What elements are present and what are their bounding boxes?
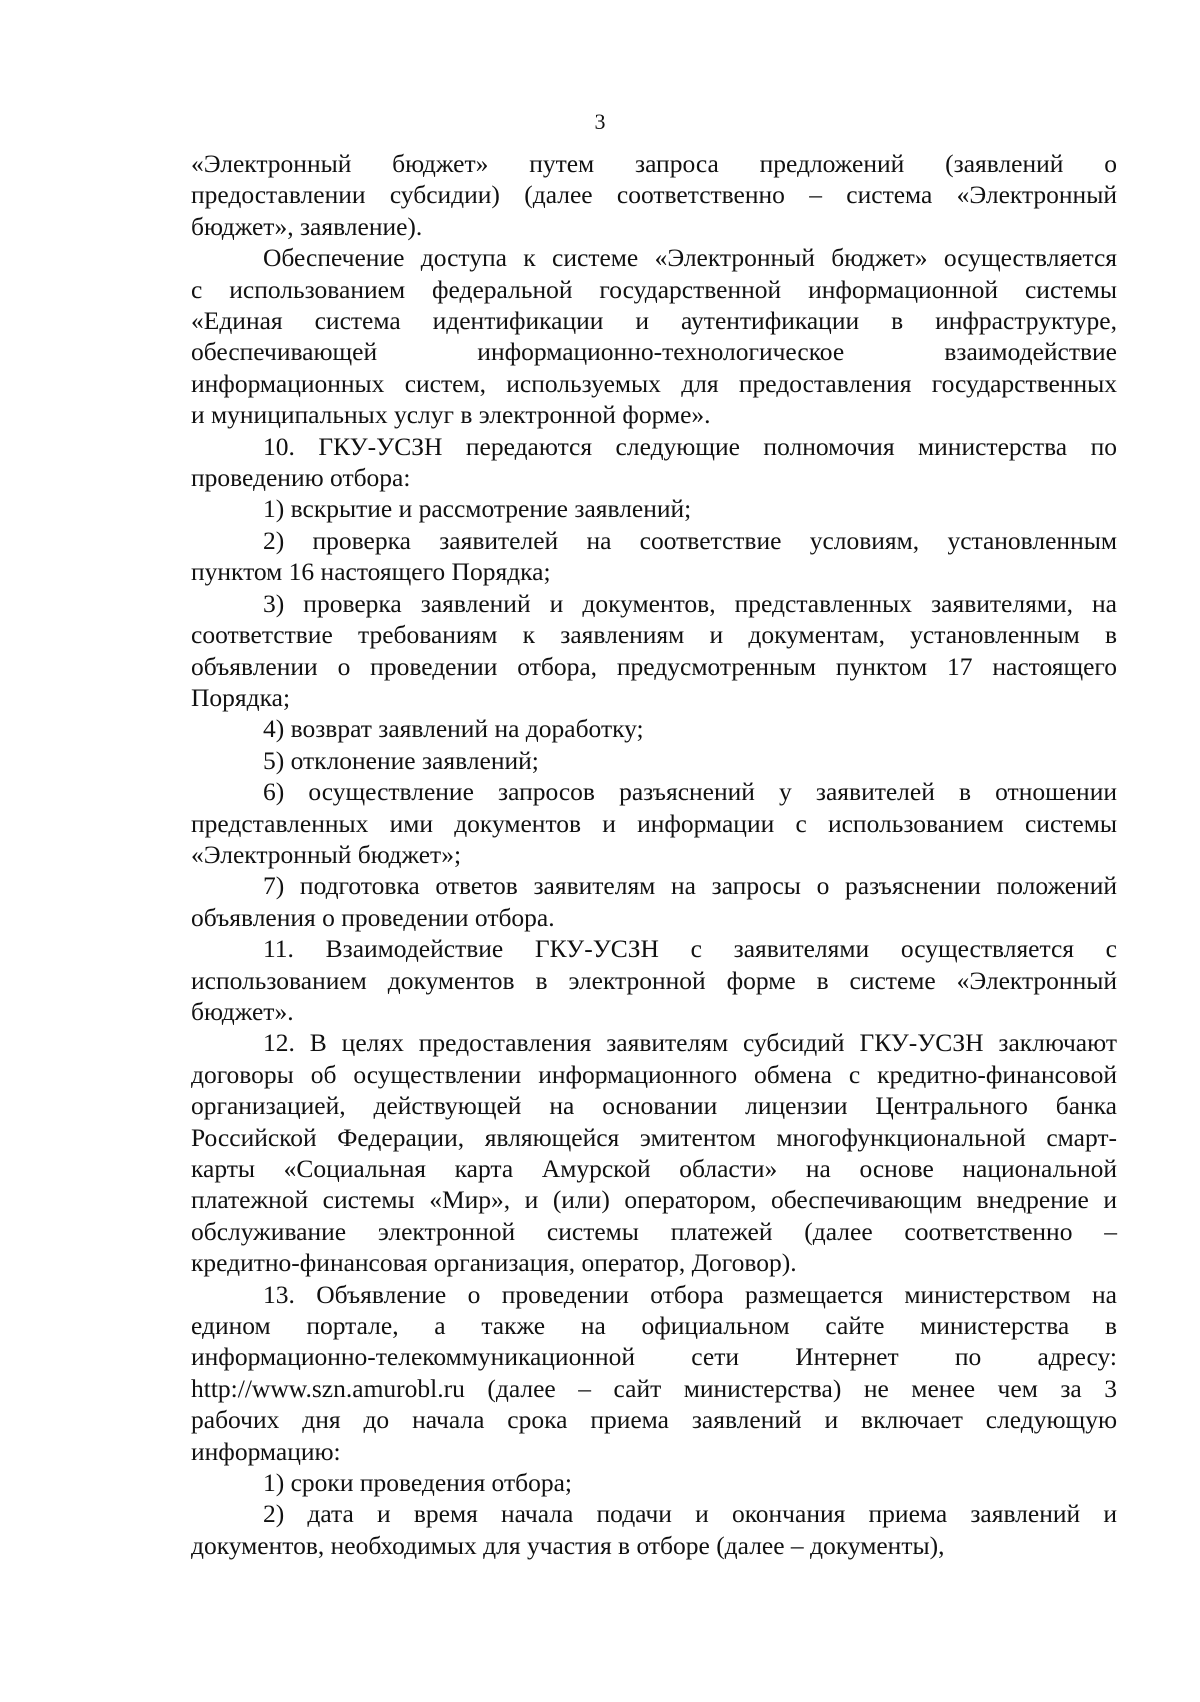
- text-line: «Электронный бюджет» путем запроса предложений (заявлений о: [191, 149, 1117, 178]
- paragraph: [191, 148, 1117, 242]
- text-line: 4) возврат заявлений на доработку;: [263, 714, 644, 744]
- paragraph: [191, 1467, 1117, 1498]
- paragraph: [191, 431, 1117, 494]
- text-line: информационных систем, используемых для предоставления государственных: [191, 368, 1117, 398]
- text-line: представленных ими документов и информации с использованием системы: [191, 808, 1117, 838]
- text-line: бюджет».: [191, 996, 294, 1026]
- text-line: Обеспечение доступа к системе «Электронный бюджет» осуществляется: [263, 243, 1117, 273]
- paragraph: [191, 1027, 1117, 1278]
- text-line: информационно-телекоммуникационной сети Интернет по адресу:: [191, 1342, 1117, 1372]
- text-line: 1) сроки проведения отбора;: [263, 1468, 572, 1498]
- text-line: 12. В целях предоставления заявителям субсидий ГКУ-УСЗН заключают: [263, 1028, 1117, 1058]
- text-line: организацией, действующей на основании лицензии Центрального банка: [191, 1091, 1117, 1121]
- text-line: 7) подготовка ответов заявителям на запросы о разъяснении положений: [263, 871, 1117, 901]
- paragraph: [191, 713, 1117, 744]
- text-line: обеспечивающей информационно-технологическое взаимодействие: [191, 337, 1117, 367]
- paragraph: [191, 525, 1117, 588]
- paragraph: [191, 1279, 1117, 1467]
- text-line: и муниципальных услуг в электронной форме».: [191, 400, 711, 430]
- text-line: рабочих дня до начала срока приема заявлений и включает следующую: [191, 1405, 1117, 1435]
- text-line: 1) вскрытие и рассмотрение заявлений;: [263, 494, 692, 524]
- text-line: обслуживание электронной системы платежей (далее соответственно –: [191, 1216, 1117, 1246]
- text-line: с использованием федеральной государственной информационной системы: [191, 274, 1117, 304]
- text-line: 13. Объявление о проведении отбора размещается министерством на: [263, 1279, 1117, 1309]
- text-line: Российской Федерации, являющейся эмитентом многофункциональной смарт-: [191, 1122, 1117, 1152]
- text-line: http://www.szn.amurobl.ru (далее – сайт министерства) не менее чем за 3: [191, 1373, 1117, 1403]
- text-line: объявления о проведении отбора.: [191, 902, 555, 932]
- text-line: 3) проверка заявлений и документов, представленных заявителями, на: [263, 588, 1117, 618]
- text-line: использованием документов в электронной форме в системе «Электронный: [191, 965, 1117, 995]
- text-line: 11. Взаимодействие ГКУ-УСЗН с заявителями осуществляется с: [263, 934, 1117, 964]
- text-line: информацию:: [191, 1436, 341, 1466]
- text-line: предоставлении субсидии) (далее соответственно – система «Электронный: [191, 180, 1117, 210]
- paragraph: [191, 1498, 1117, 1561]
- text-line: 2) проверка заявителей на соответствие условиям, установленным: [263, 525, 1117, 555]
- text-line: договоры об осуществлении информационного обмена с кредитно-финансовой: [191, 1059, 1117, 1089]
- text-line: «Единая система идентификации и аутентификации в инфраструктуре,: [191, 306, 1117, 336]
- text-line: 10. ГКУ-УСЗН передаются следующие полномочия министерства по: [263, 431, 1117, 461]
- text-line: документов, необходимых для участия в отборе (далее – документы),: [191, 1530, 945, 1560]
- document-body: [191, 148, 1117, 1561]
- paragraph: [191, 493, 1117, 524]
- paragraph: [191, 745, 1117, 776]
- text-line: объявлении о проведении отбора, предусмотренным пунктом 17 настоящего: [191, 651, 1117, 681]
- paragraph: [191, 933, 1117, 1027]
- text-line: платежной системы «Мир», и (или) оператором, обеспечивающим внедрение и: [191, 1185, 1117, 1215]
- paragraph: [191, 776, 1117, 870]
- page-number: 3: [594, 109, 606, 134]
- text-line: кредитно-финансовая организация, оператор, Договор).: [191, 1248, 797, 1278]
- paragraph: [191, 870, 1117, 933]
- text-line: 2) дата и время начала подачи и окончания приема заявлений и: [263, 1499, 1117, 1529]
- text-line: пунктом 16 настоящего Порядка;: [191, 557, 551, 587]
- paragraph: [191, 588, 1117, 714]
- text-line: 6) осуществление запросов разъяснений у заявителей в отношении: [263, 777, 1117, 807]
- text-line: едином портале, а также на официальном сайте министерства в: [191, 1311, 1117, 1341]
- text-line: 5) отклонение заявлений;: [263, 745, 539, 775]
- text-line: бюджет», заявление).: [191, 211, 423, 241]
- text-line: «Электронный бюджет»;: [191, 839, 462, 869]
- text-line: Порядка;: [191, 682, 291, 712]
- text-line: соответствие требованиям к заявлениям и документам, установленным в: [191, 620, 1117, 650]
- text-line: проведению отбора:: [191, 463, 411, 493]
- text-line: карты «Социальная карта Амурской области» на основе национальной: [191, 1154, 1117, 1183]
- paragraph: [191, 242, 1117, 430]
